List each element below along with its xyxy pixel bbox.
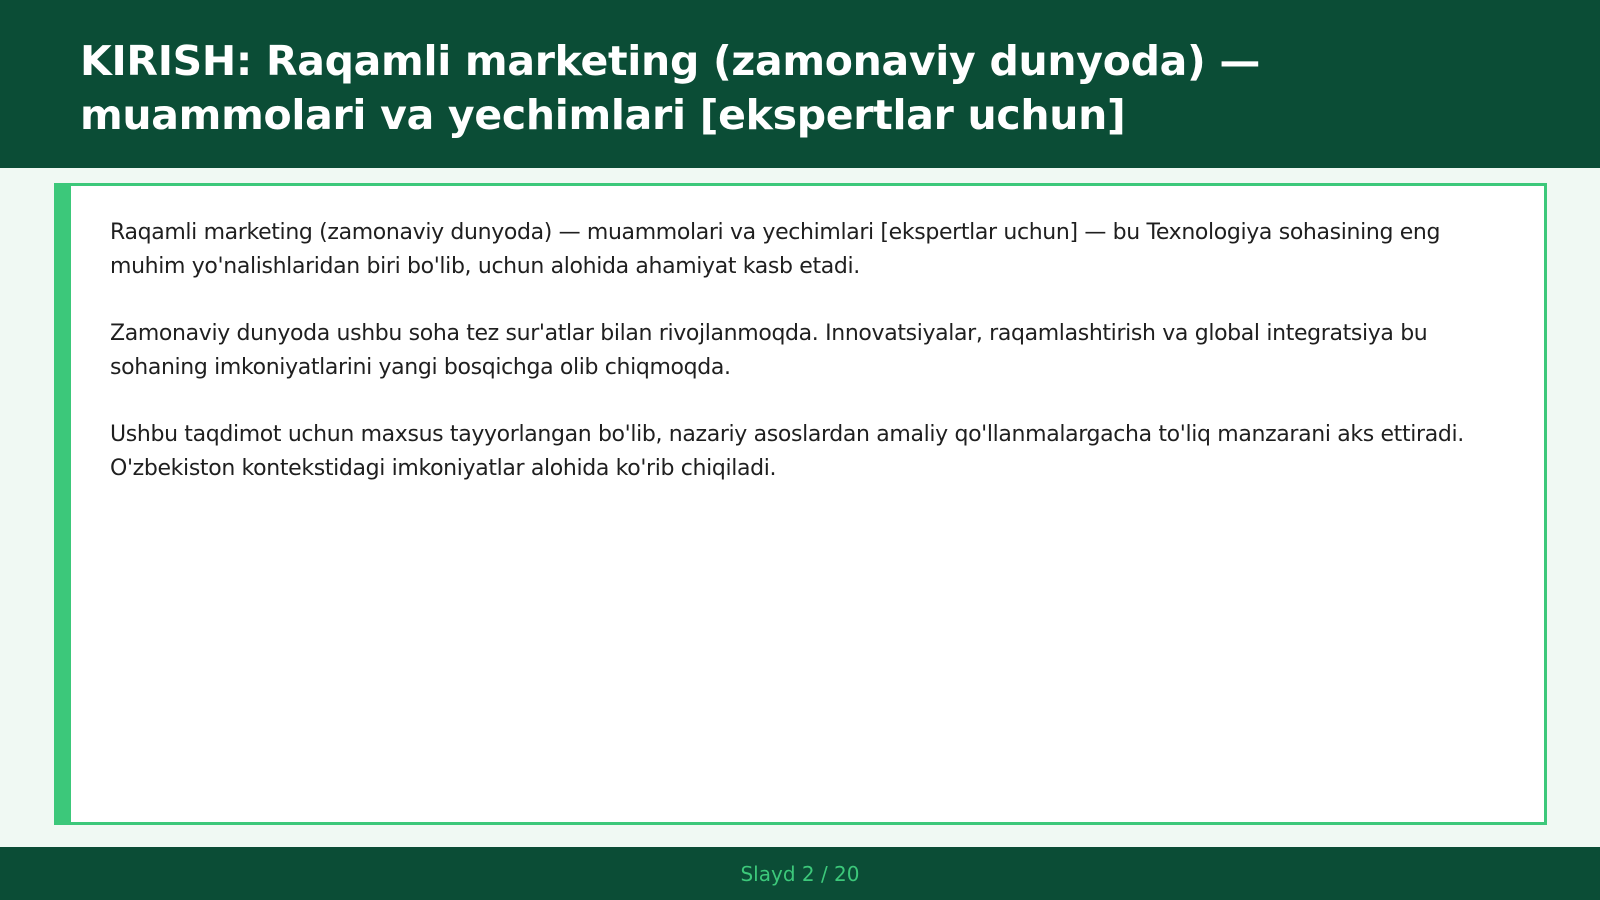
content-paragraph-2: Zamonaviy dunyoda ushbu soha tez sur'atlar bilan rivojlanmoqda. Innovatsiyalar, raqamlashtirish va global integratsiya bu sohaning imkoniyatlarini yangi bosqichga olib chiqmoqda. xyxy=(110,321,1428,380)
content-paragraph-1: Raqamli marketing (zamonaviy dunyoda) — muammolari va yechimlari [ekspertlar uchun] — bu Texnologiya sohasining eng muhim yo'nalishlaridan biri bo'lib, uchun alohida ahamiyat kasb etadi. xyxy=(110,220,1441,279)
slide-footer xyxy=(0,847,1600,900)
slide-title: KIRISH: Raqamli marketing (zamonaviy dunyoda) — muammolari va yechimlari [ekspertlar uchun] xyxy=(80,37,1261,139)
content-card xyxy=(54,183,1547,825)
slide-header xyxy=(0,0,1600,168)
slide-counter: Slayd 2 / 20 xyxy=(740,861,860,886)
content-paragraph-3: Ushbu taqdimot uchun maxsus tayyorlangan bo'lib, nazariy asoslardan amaliy qo'llanmalargacha to'liq manzarani aks ettiradi. O'zbekiston kontekstidagi imkoniyatlar alohida ko'rib chiqiladi. xyxy=(110,422,1464,481)
